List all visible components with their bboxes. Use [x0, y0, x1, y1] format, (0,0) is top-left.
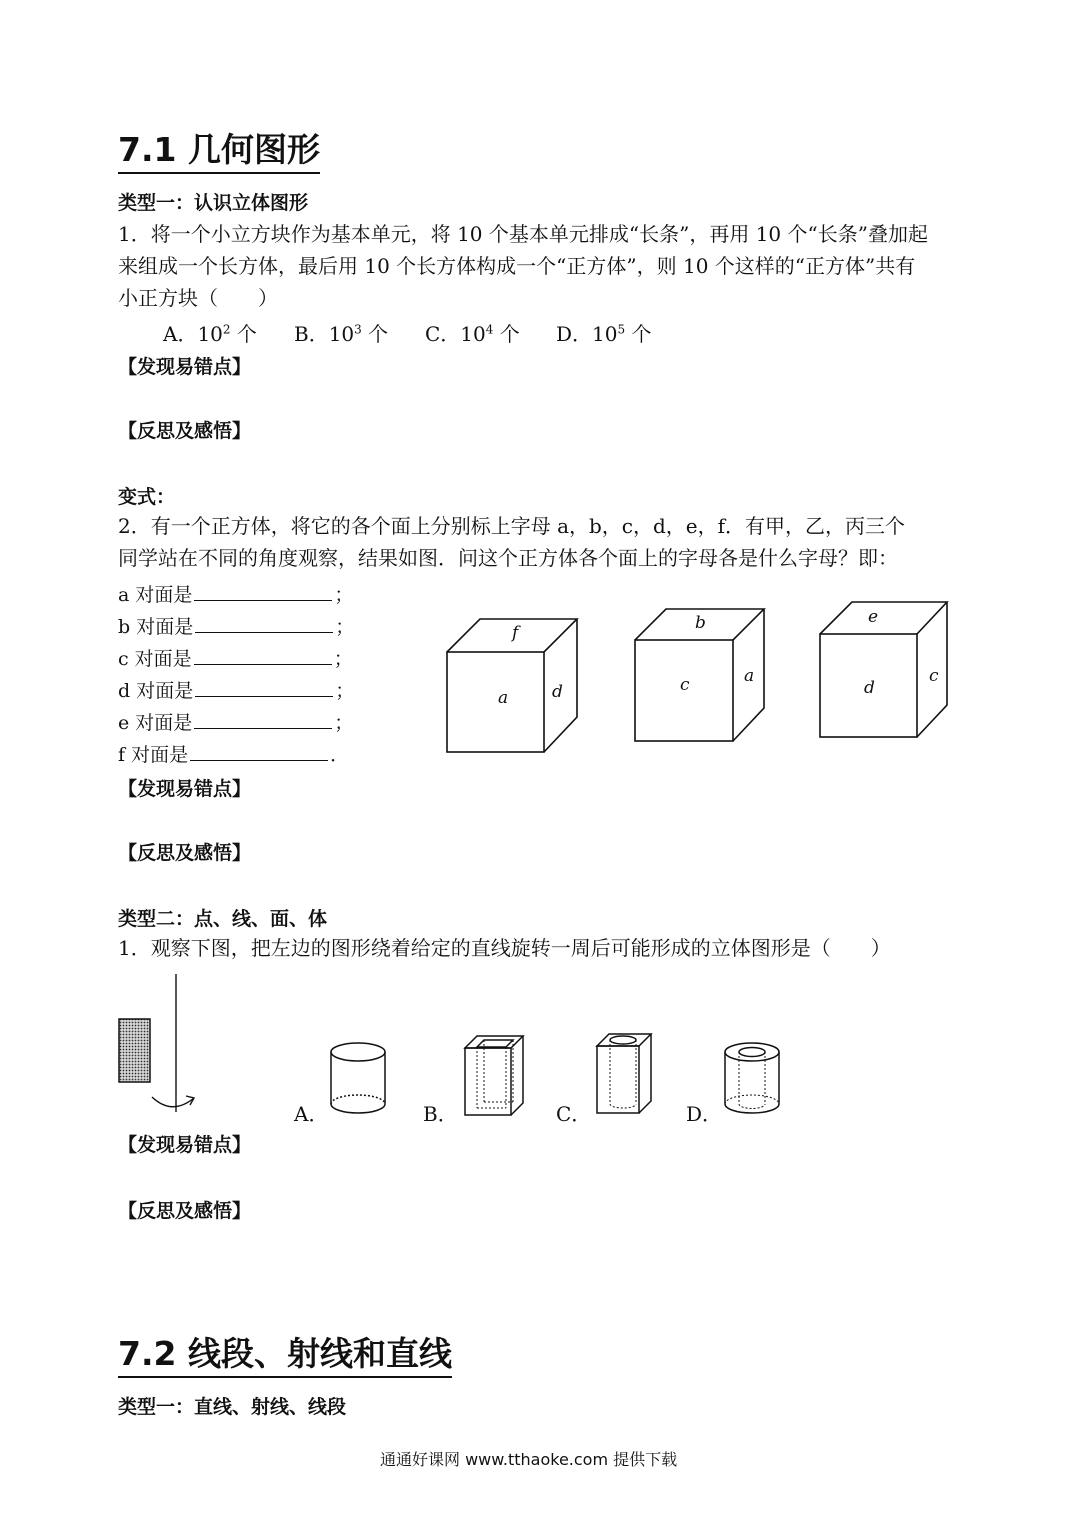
q2-line2: 同学站在不同的角度观察，结果如图．问这个正方体各个面上的字母各是什么字母？即：	[118, 546, 898, 570]
variant-label: 变式：	[118, 486, 176, 508]
reflection-label-3: 【反思及感悟】	[118, 1200, 252, 1222]
section2-type1-heading: 类型一：直线、射线、线段	[118, 1396, 347, 1418]
cube1-side-label: d	[552, 682, 563, 702]
q1-option-d: D．$10^5$ 个	[556, 322, 652, 346]
answer-blank[interactable]	[194, 710, 332, 729]
option-c-prism-with-hole	[592, 1030, 658, 1118]
answer-blank[interactable]	[195, 678, 333, 697]
reflection-label: 【反思及感悟】	[118, 420, 252, 442]
fill-row-e: e 对面是 ；	[118, 712, 354, 734]
shaded-rectangle	[119, 1019, 150, 1082]
option-b-hollow-prism	[460, 1030, 530, 1120]
option-a-cylinder	[325, 1040, 391, 1120]
section-title-7-1: 7.1 几何图形	[118, 130, 320, 174]
cube1-front-label: a	[498, 688, 509, 708]
type2-heading: 类型二：点、线、面、体	[118, 908, 328, 930]
cube3-top-label: e	[868, 607, 879, 627]
answer-blank[interactable]	[194, 646, 332, 665]
q1-line1: 1．将一个小立方块作为基本单元，将 10 个基本单元排成“长条”，再用 10 个“长条”叠加起	[118, 222, 928, 246]
section-title-7-2: 7.2 线段、射线和直线	[118, 1334, 452, 1378]
rotation-arrow-icon	[152, 1097, 194, 1107]
cube2-side-label: a	[744, 666, 755, 686]
cube1-top-label: f	[512, 623, 519, 643]
q1-option-b: B．$10^3$ 个	[294, 322, 389, 346]
error-point-label-3: 【发现易错点】	[118, 1134, 252, 1156]
cube-3	[820, 602, 947, 737]
type2-option-b-label: B．	[423, 1102, 458, 1126]
cube3-front-label: d	[864, 678, 875, 698]
cube3-side-label: c	[929, 666, 939, 686]
fill-row-a: a 对面是 ；	[118, 584, 354, 606]
fill-row-c: c 对面是 ；	[118, 648, 353, 670]
type1-heading: 类型一：认识立体图形	[118, 192, 309, 214]
type2-option-a-label: A．	[294, 1102, 329, 1126]
q1-line2: 来组成一个长方体，最后用 10 个长方体构成一个“正方体”，则 10 个这样的“正方体”共有	[118, 254, 916, 278]
q2-line1: 2．有一个正方体，将它的各个面上分别标上字母 a，b，c，d，e，f．有甲，乙，丙三个	[118, 514, 906, 538]
type2-option-c-label: C．	[556, 1102, 592, 1126]
q1-option-c: C．$10^4$ 个	[425, 322, 520, 346]
fill-row-f: f 对面是 ．	[118, 744, 350, 766]
error-point-label: 【发现易错点】	[118, 356, 252, 378]
cubes-diagram	[440, 595, 960, 760]
q1-option-a: A．$10^2$ 个	[163, 322, 257, 346]
answer-blank[interactable]	[190, 742, 328, 761]
answer-blank[interactable]	[194, 582, 332, 601]
fill-row-d: d 对面是 ；	[118, 680, 355, 702]
type2-option-d-label: D．	[686, 1102, 723, 1126]
rotation-figure	[110, 970, 210, 1120]
page-footer: 通通好课网 www.tthaoke.com 提供下载	[380, 1450, 678, 1469]
cube2-top-label: b	[695, 613, 706, 633]
option-d-hollow-cylinder	[720, 1040, 784, 1118]
q1-line3: 小正方块（ ）	[118, 286, 278, 310]
answer-blank[interactable]	[195, 614, 333, 633]
reflection-label-2: 【反思及感悟】	[118, 842, 252, 864]
type2-q1-line1: 1．观察下图，把左边的图形绕着给定的直线旋转一周后可能形成的立体图形是（ ）	[118, 936, 891, 960]
cube2-front-label: c	[680, 675, 690, 695]
fill-row-b: b 对面是 ；	[118, 616, 355, 638]
error-point-label-2: 【发现易错点】	[118, 778, 252, 800]
